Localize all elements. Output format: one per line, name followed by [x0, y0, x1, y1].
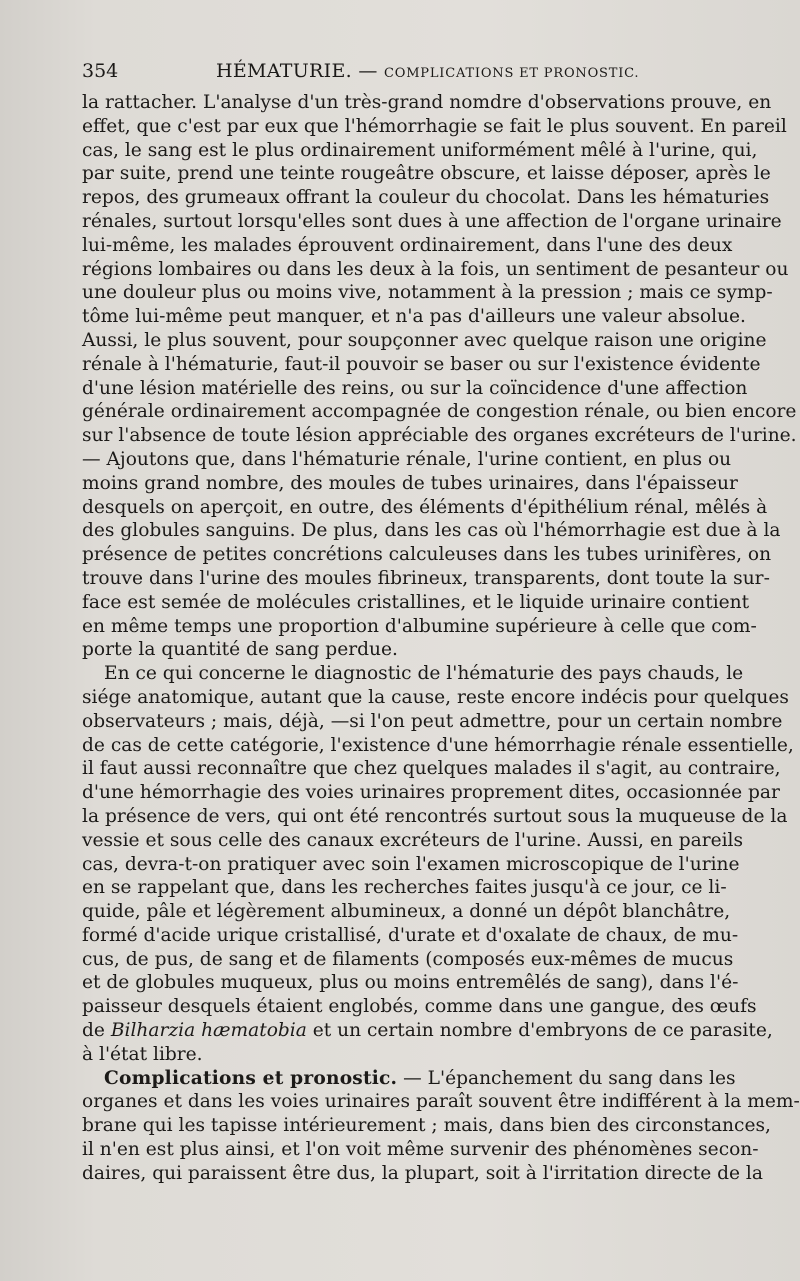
text-line: générale ordinairement accompagnée de congestion rénale, ou bien encore	[82, 401, 797, 423]
text-line: il n'en est plus ainsi, et l'on voit même survenir des phénomènes secon-	[82, 1139, 759, 1161]
text-line: à l'état libre.	[82, 1043, 203, 1065]
text-line: cus, de pus, de sang et de filaments (composés eux-mêmes de mucus	[82, 948, 734, 970]
section-title: Complications et pronostic.	[104, 1067, 398, 1089]
text-line: une douleur plus ou moins vive, notamment à la pression ; mais ce symp-	[82, 282, 773, 304]
text-fragment: de	[82, 1020, 111, 1042]
text-line: en même temps une proportion d'albumine supérieure à celle que com-	[82, 615, 757, 637]
text-line: par suite, prend une teinte rougeâtre obscure, et laisse déposer, après le	[82, 163, 771, 185]
text-line: brane qui les tapisse intérieurement ; mais, dans bien des circonstances,	[82, 1115, 771, 1137]
running-title: HÉMATURIE.	[216, 60, 352, 82]
text-line: la présence de vers, qui ont été rencontrés surtout sous la muqueuse de la	[82, 805, 788, 827]
text-line: d'une lésion matérielle des reins, ou sur la coïncidence d'une affection	[82, 377, 748, 399]
text-line: formé d'acide urique cristallisé, d'urate et d'oxalate de chaux, de mu-	[82, 924, 739, 946]
page-header	[82, 60, 724, 88]
text-fragment: — L'épanchement du sang dans les	[397, 1067, 736, 1089]
text-line: régions lombaires ou dans les deux à la fois, un sentiment de pesanteur ou	[82, 258, 789, 280]
paragraph-2	[82, 662, 794, 1067]
text-line: cas, le sang est le plus ordinairement uniformément mêlé à l'urine, qui,	[82, 139, 758, 161]
text-line: et de globules muqueux, plus ou moins entremêlés de sang), dans l'é-	[82, 972, 739, 994]
text-line: d'une hémorrhagie des voies urinaires proprement dites, occasionnée par	[82, 782, 780, 804]
text-line: présence de petites concrétions calculeuses dans les tubes urinifères, on	[82, 544, 772, 566]
text-line: organes et dans les voies urinaires paraît souvent être indifférent à la mem-	[82, 1091, 800, 1113]
text-line: rénale à l'hématurie, faut-il pouvoir se baser ou sur l'existence évidente	[82, 353, 761, 375]
text-line: paisseur desquels étaient englobés, comme dans une gangue, des œufs	[82, 996, 757, 1018]
text-line: siége anatomique, autant que la cause, reste encore indécis pour quelques	[82, 686, 789, 708]
page-number: 354	[82, 60, 119, 82]
text-line: effet, que c'est par eux que l'hémorrhagie se fait le plus souvent. En pareil	[82, 115, 787, 137]
text-line: face est semée de molécules cristallines, et le liquide urinaire contient	[82, 591, 750, 613]
running-subtitle: COMPLICATIONS ET PRONOSTIC.	[383, 66, 640, 81]
text-line: lui-même, les malades éprouvent ordinairement, dans l'une des deux	[82, 234, 733, 256]
text-line: il faut aussi reconnaître que chez quelques malades il s'agit, au contraire,	[82, 758, 781, 780]
paragraph-1	[82, 91, 797, 662]
paragraph-3	[82, 1067, 800, 1186]
text-line	[82, 1067, 736, 1091]
text-line: En ce qui concerne le diagnostic de l'hématurie des pays chauds, le	[104, 663, 744, 685]
text-line: quide, pâle et légèrement albumineux, a donné un dépôt blanchâtre,	[82, 901, 731, 923]
text-line: des globules sanguins. De plus, dans les cas où l'hémorrhagie est due à la	[82, 520, 781, 542]
running-head	[216, 60, 639, 82]
text-line: tôme lui-même peut manquer, et n'a pas d'ailleurs une valeur absolue.	[82, 306, 746, 328]
text-line: trouve dans l'urine des moules fibrineux, transparents, dont toute la sur-	[82, 567, 770, 589]
text-line-italic-name	[82, 1019, 773, 1043]
text-line: en se rappelant que, dans les recherches faites jusqu'à ce jour, ce li-	[82, 877, 727, 899]
body-text	[82, 91, 800, 1186]
text-line: vessie et sous celle des canaux excréteurs de l'urine. Aussi, en pareils	[82, 829, 744, 851]
text-line: porte la quantité de sang perdue.	[82, 639, 398, 661]
text-line: observateurs ; mais, déjà, —si l'on peut admettre, pour un certain nombre	[82, 710, 783, 732]
text-line: la rattacher. L'analyse d'un très-grand nomdre d'observations prouve, en	[82, 92, 772, 113]
text-line: daires, qui paraissent être dus, la plupart, soit à l'irritation directe de la	[82, 1162, 763, 1184]
text-line: rénales, surtout lorsqu'elles sont dues à une affection de l'organe urinaire	[82, 210, 782, 232]
text-fragment: et un certain nombre d'embryons de ce parasite,	[306, 1020, 773, 1042]
text-line: Aussi, le plus souvent, pour soupçonner avec quelque raison une origine	[82, 329, 767, 351]
text-line: desquels on aperçoit, en outre, des éléments d'épithélium rénal, mêlés à	[82, 496, 768, 518]
text-line: repos, des grumeaux offrant la couleur du chocolat. Dans les hématuries	[82, 187, 770, 209]
species-name: Bilharzia hæmatobia	[110, 1020, 307, 1042]
text-line: sur l'absence de toute lésion appréciable des organes excréteurs de l'urine.	[82, 425, 797, 447]
text-line: — Ajoutons que, dans l'hématurie rénale, l'urine contient, en plus ou	[82, 448, 732, 470]
header-dash: —	[358, 60, 378, 82]
text-line: cas, devra-t-on pratiquer avec soin l'examen microscopique de l'urine	[82, 853, 740, 875]
text-line: de cas de cette catégorie, l'existence d'une hémorrhagie rénale essentielle,	[82, 734, 794, 756]
text-line: moins grand nombre, des moules de tubes urinaires, dans l'épaisseur	[82, 472, 738, 494]
